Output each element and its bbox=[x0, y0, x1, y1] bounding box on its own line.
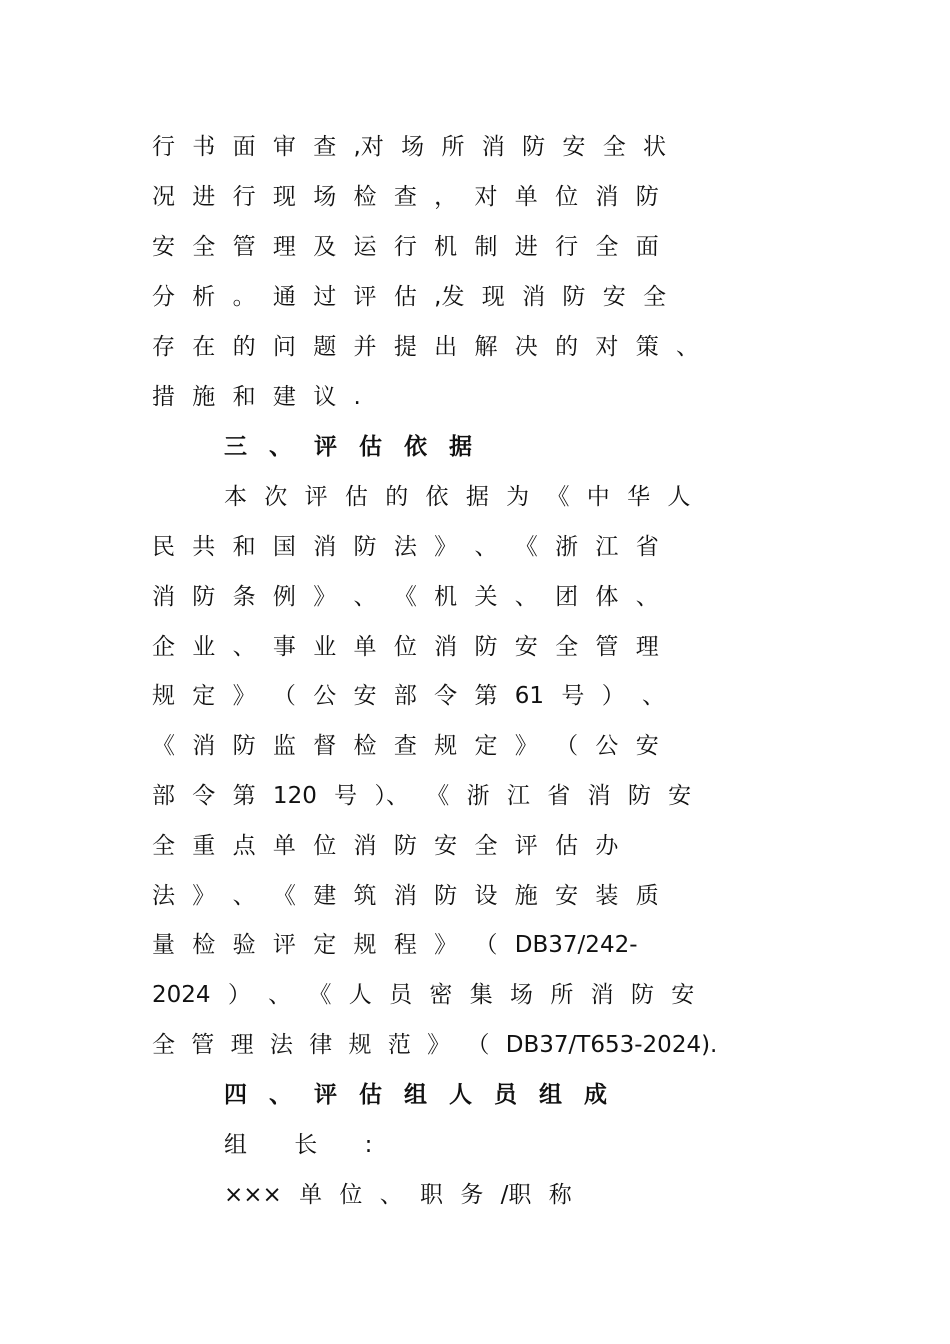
text-line-17: 量 检 验 评 定 规 程 》 （ DB37/242- bbox=[152, 932, 638, 958]
text-line-3: 安 全 管 理 及 运 行 机 制 进 行 全 面 bbox=[152, 234, 659, 260]
text-line-12: 规 定 》 （ 公 安 部 令 第 61 号 ） 、 bbox=[152, 683, 665, 709]
text-line-5: 存 在 的 问 题 并 提 出 解 决 的 对 策 、 bbox=[152, 334, 700, 360]
text-line-18: 2024 ） 、 《 人 员 密 集 场 所 消 防 安 bbox=[152, 982, 695, 1008]
text-line-8: 本 次 评 估 的 依 据 为 《 中 华 人 bbox=[224, 484, 691, 510]
text-line-19: 全 管 理 法 律 规 范 》 （ DB37/T653-2024). bbox=[152, 1032, 718, 1058]
text-line-1: 行 书 面 审 查 ,对 场 所 消 防 安 全 状 bbox=[152, 134, 667, 160]
text-line-2: 况 进 行 现 场 检 查 ， 对 单 位 消 防 bbox=[152, 184, 659, 210]
text-line-10: 消 防 条 例 》 、 《 机 关 、 团 体 、 bbox=[152, 584, 659, 610]
section-heading-basis: 三 、 评 估 依 据 bbox=[224, 434, 473, 460]
team-leader-label: 组 长 : bbox=[224, 1132, 373, 1158]
section-heading-team: 四 、 评 估 组 人 员 组 成 bbox=[224, 1082, 608, 1108]
text-line-15: 全 重 点 单 位 消 防 安 全 评 估 办 bbox=[152, 833, 619, 859]
team-leader-detail: ××× 单 位 、 职 务 /职 称 bbox=[224, 1182, 572, 1208]
text-line-4: 分 析 。 通 过 评 估 ,发 现 消 防 安 全 bbox=[152, 284, 667, 310]
text-line-9: 民 共 和 国 消 防 法 》 、 《 浙 江 省 bbox=[152, 534, 659, 560]
text-line-6: 措 施 和 建 议 . bbox=[152, 384, 361, 410]
text-line-14: 部 令 第 120 号 ）、 《 浙 江 省 消 防 安 bbox=[152, 783, 692, 809]
text-line-13: 《 消 防 监 督 检 查 规 定 》 （ 公 安 bbox=[152, 733, 659, 759]
text-line-16: 法 》 、 《 建 筑 消 防 设 施 安 装 质 bbox=[152, 883, 659, 909]
text-line-11: 企 业 、 事 业 单 位 消 防 安 全 管 理 bbox=[152, 634, 659, 660]
